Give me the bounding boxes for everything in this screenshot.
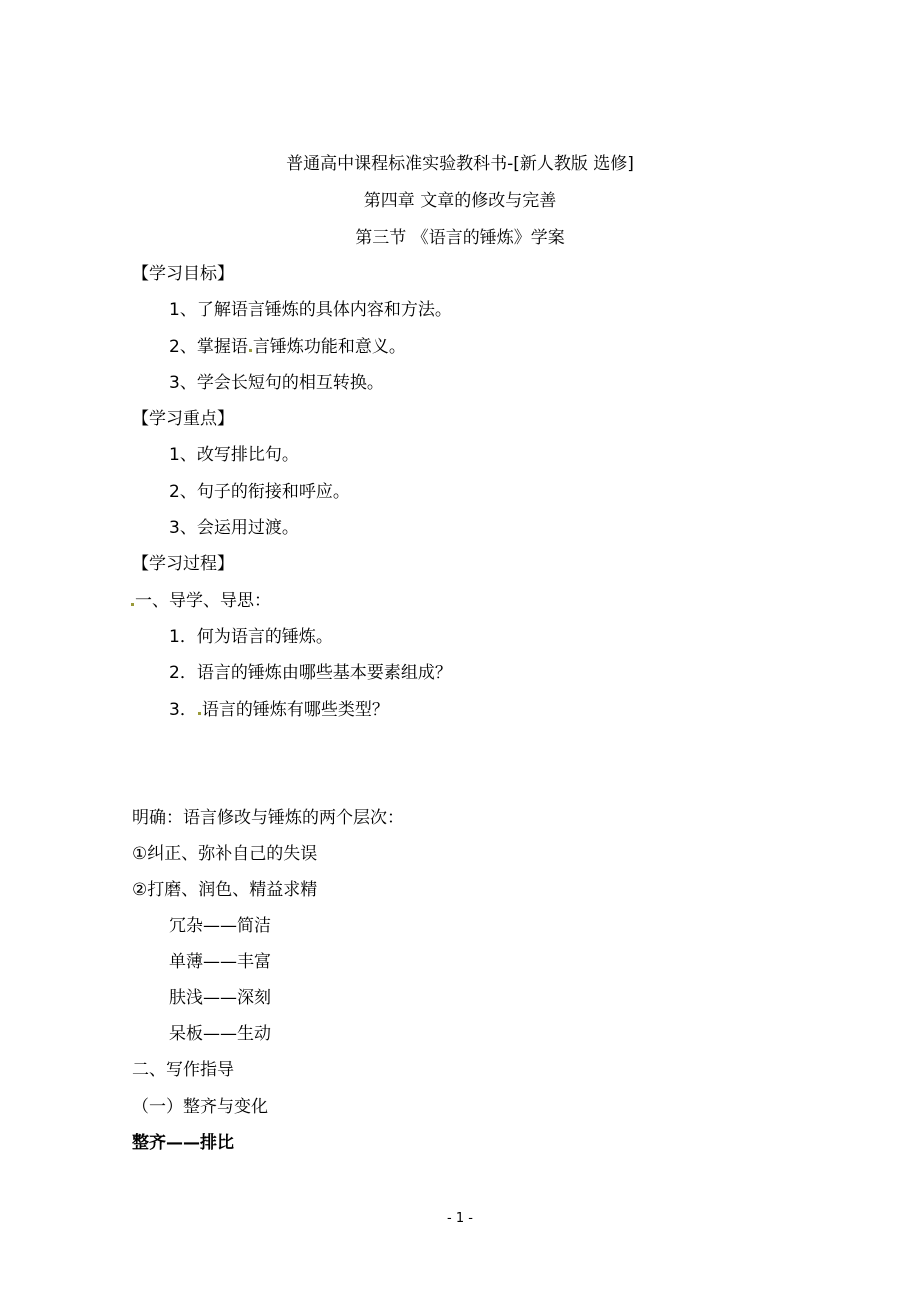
goal-item-3: 3、学会长短句的相互转换。: [169, 373, 384, 393]
question-1: 1．何为语言的锤炼。: [169, 627, 333, 647]
focus-item-1: 1、改写排比句。: [169, 445, 299, 465]
goals-heading: 【学习目标】: [132, 264, 234, 284]
stray-mark: [198, 712, 201, 715]
doc-title: 普通高中课程标准实验教科书-[新人教版 选修]: [286, 154, 634, 174]
section1-heading: 一、导学、导思：: [130, 589, 271, 613]
chapter-title: 第四章 文章的修改与完善: [363, 191, 557, 211]
focus-heading: 【学习重点】: [132, 409, 234, 429]
page-number: - 1 -: [447, 1211, 473, 1226]
clarify-point-2: ②打磨、润色、精益求精: [132, 880, 318, 900]
goal-item-2: 2、掌握语 言锤炼功能和意义。: [169, 337, 406, 357]
pair-2: 单薄——丰富: [169, 952, 271, 972]
question-3: 3． 语言的锤炼有哪些类型？: [169, 700, 389, 720]
stray-mark: [249, 349, 252, 352]
stray-mark: [131, 603, 134, 606]
pair-4: 呆板——生动: [169, 1024, 271, 1044]
focus-item-2: 2、句子的衔接和呼应。: [169, 482, 350, 502]
question-2: 2．语言的锤炼由哪些基本要素组成？: [169, 663, 452, 683]
process-heading: 【学习过程】: [132, 554, 234, 574]
goal-item-1: 1、了解语言锤炼的具体内容和方法。: [169, 300, 452, 320]
section2-heading: 二、写作指导: [132, 1060, 234, 1080]
focus-item-3: 3、会运用过渡。: [169, 518, 299, 538]
bold-subheading: 整齐——排比: [132, 1133, 234, 1153]
clarify-point-1: ①纠正、弥补自己的失误: [132, 844, 318, 864]
pair-1: 冗杂——简洁: [169, 916, 271, 936]
pair-3: 肤浅——深刻: [169, 988, 271, 1008]
subsection-1: （一）整齐与变化: [132, 1097, 268, 1117]
section-title: 第三节 《语言的锤炼》学案: [355, 228, 565, 248]
clarify-heading: 明确：语言修改与锤炼的两个层次：: [132, 808, 404, 828]
